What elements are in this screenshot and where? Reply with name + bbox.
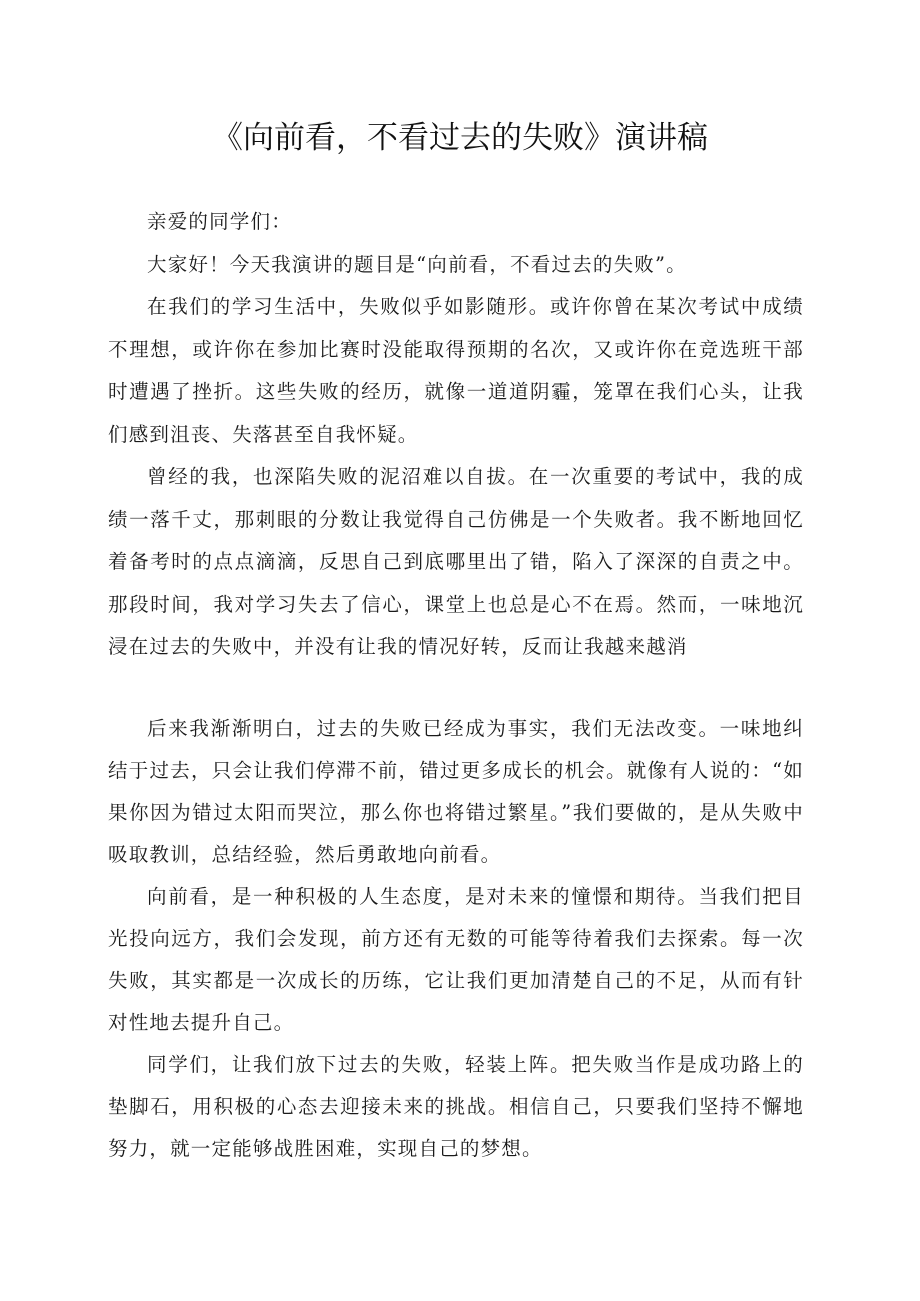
failure-experience-paragraph: 在我们的学习生活中，失败似乎如影随形。或许你曾在某次考试中成绩不理想，或许你在参加比赛时没能取得预期的名次，又或许你在竞选班干部时遭遇了挫折。这些失败的经历，就像一道道阴霾，笼罩在我们心头，让我们感到沮丧、失落甚至自我怀疑。: [108, 295, 804, 446]
look-forward-paragraph: 向前看，是一种积极的人生态度，是对未来的憧憬和期待。当我们把目光投向远方，我们会发现，前方还有无数的可能等待着我们去探索。每一次失败，其实都是一次成长的历练，它让我们更加清楚自己的不足，从而有针对性地去提升自己。: [108, 885, 804, 1034]
closing-paragraph: 同学们，让我们放下过去的失败，轻装上阵。把失败当作是成功路上的垫脚石，用积极的心态去迎接未来的挑战。相信自己，只要我们坚持不懈地努力，就一定能够战胜困难，实现自己的梦想。: [108, 1053, 804, 1160]
document-title: 《向前看，不看过去的失败》演讲稿: [212, 120, 708, 156]
personal-story-paragraph: 曾经的我，也深陷失败的泥沼难以自拔。在一次重要的考试中，我的成绩一落千丈，那刺眼的分数让我觉得自己仿佛是一个失败者。我不断地回忆着备考时的点点滴滴，反思自己到底哪里出了错，陷入了深深的自责之中。那段时间，我对学习失去了信心，课堂上也总是心不在焉。然而，一味地沉浸在过去的失败中，并没有让我的情况好转，反而让我越来越消: [108, 465, 804, 658]
body-section-two: [108, 708, 804, 1170]
realization-paragraph: 后来我渐渐明白，过去的失败已经成为事实，我们无法改变。一味地纠结于过去，只会让我们停滞不前，错过更多成长的机会。就像有人说的：“如果你因为错过太阳而哭泣，那么你也将错过繁星。”我们要做的，是从失败中吸取教训，总结经验，然后勇敢地向前看。: [108, 717, 804, 866]
salutation-paragraph: 亲爱的同学们：: [147, 210, 292, 233]
body-section-one: [108, 201, 804, 669]
greeting-paragraph: 大家好！今天我演讲的题目是“向前看，不看过去的失败”。: [147, 252, 687, 276]
